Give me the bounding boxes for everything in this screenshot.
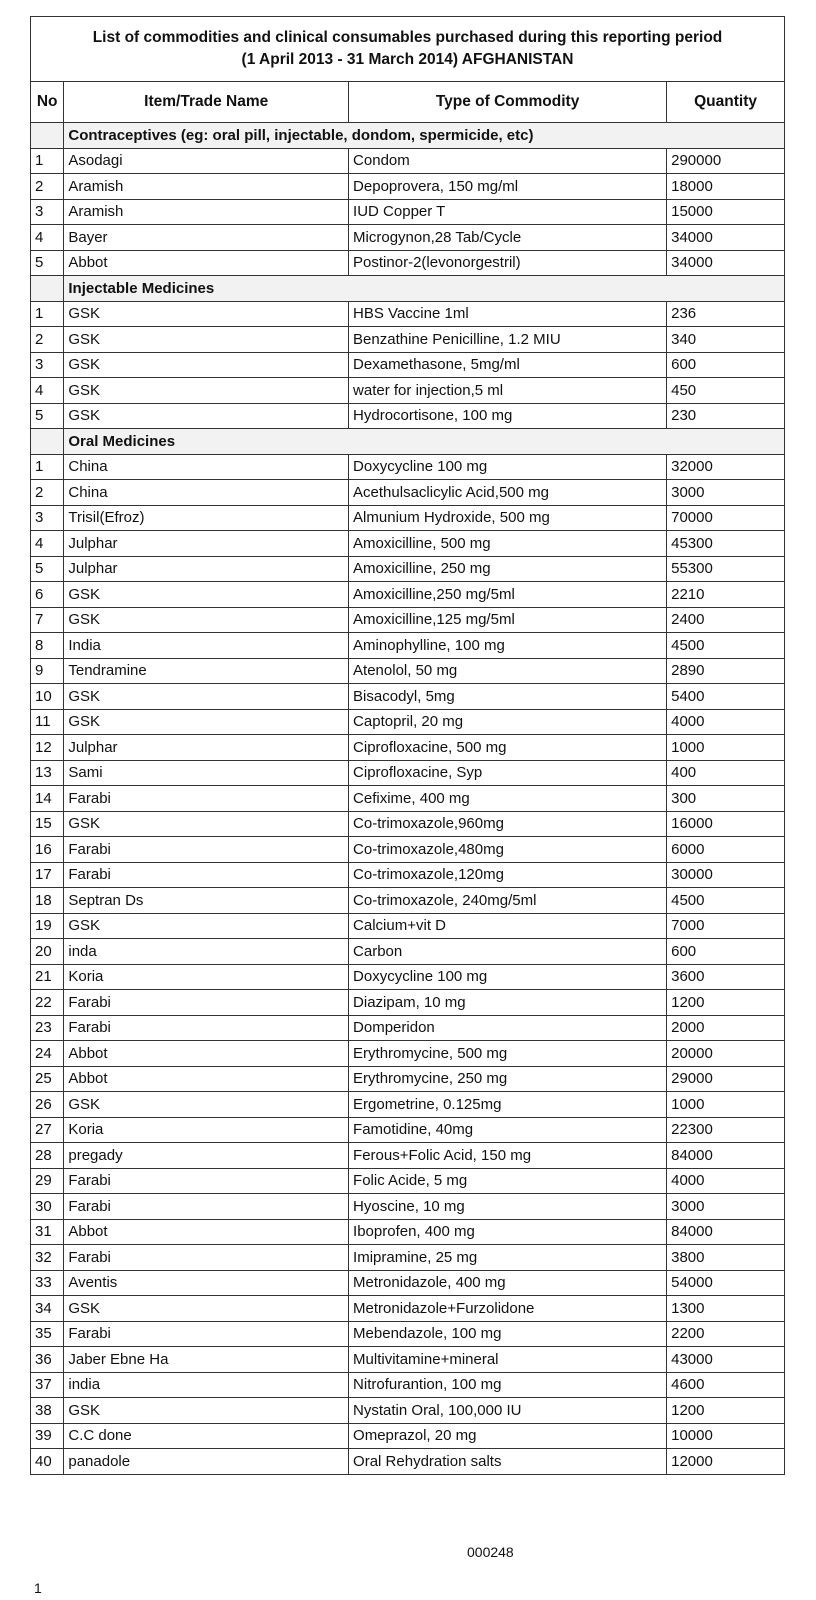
quantity: 18000 [667, 174, 785, 200]
quantity: 400 [667, 760, 785, 786]
commodity-type: Bisacodyl, 5mg [349, 684, 667, 710]
commodity-type: Erythromycine, 250 mg [349, 1066, 667, 1092]
commodity-type: Dexamethasone, 5mg/ml [349, 352, 667, 378]
item-trade-name: Farabi [64, 1194, 349, 1220]
commodity-type: Amoxicilline, 250 mg [349, 556, 667, 582]
row-no: 40 [31, 1449, 64, 1475]
table-row [31, 939, 785, 965]
row-no: 35 [31, 1321, 64, 1347]
quantity: 4500 [667, 633, 785, 659]
quantity: 1000 [667, 735, 785, 761]
section-no-cell [31, 123, 64, 149]
table-row [31, 990, 785, 1016]
section-header-row [31, 276, 785, 302]
quantity: 55300 [667, 556, 785, 582]
item-trade-name: Abbot [64, 250, 349, 276]
row-no: 30 [31, 1194, 64, 1220]
quantity: 600 [667, 939, 785, 965]
item-trade-name: China [64, 480, 349, 506]
commodity-type: Erythromycine, 500 mg [349, 1041, 667, 1067]
item-trade-name: GSK [64, 684, 349, 710]
row-no: 12 [31, 735, 64, 761]
col-header-quantity: Quantity [667, 82, 785, 123]
item-trade-name: GSK [64, 301, 349, 327]
row-no: 4 [31, 225, 64, 251]
item-trade-name: GSK [64, 1398, 349, 1424]
table-row [31, 250, 785, 276]
quantity: 1200 [667, 1398, 785, 1424]
commodity-type: IUD Copper T [349, 199, 667, 225]
item-trade-name: China [64, 454, 349, 480]
commodity-type: Diazipam, 10 mg [349, 990, 667, 1016]
quantity: 70000 [667, 505, 785, 531]
quantity: 22300 [667, 1117, 785, 1143]
item-trade-name: C.C done [64, 1423, 349, 1449]
row-no: 1 [31, 148, 64, 174]
commodity-type: Nystatin Oral, 100,000 IU [349, 1398, 667, 1424]
row-no: 18 [31, 888, 64, 914]
table-row [31, 174, 785, 200]
section-heading: Injectable Medicines [64, 276, 785, 302]
item-trade-name: Aramish [64, 174, 349, 200]
row-no: 33 [31, 1270, 64, 1296]
row-no: 7 [31, 607, 64, 633]
row-no: 2 [31, 174, 64, 200]
row-no: 22 [31, 990, 64, 1016]
row-no: 4 [31, 378, 64, 404]
section-heading: Oral Medicines [64, 429, 785, 455]
item-trade-name: Aramish [64, 199, 349, 225]
table-row [31, 1245, 785, 1271]
item-trade-name: Farabi [64, 990, 349, 1016]
commodity-type: Benzathine Penicilline, 1.2 MIU [349, 327, 667, 353]
commodity-type: Acethulsaclicylic Acid,500 mg [349, 480, 667, 506]
quantity: 340 [667, 327, 785, 353]
quantity: 12000 [667, 1449, 785, 1475]
table-row [31, 1041, 785, 1067]
table-row [31, 1168, 785, 1194]
row-no: 8 [31, 633, 64, 659]
row-no: 3 [31, 352, 64, 378]
commodity-type: Omeprazol, 20 mg [349, 1423, 667, 1449]
commodity-type: HBS Vaccine 1ml [349, 301, 667, 327]
table-row [31, 1092, 785, 1118]
commodity-type: water for injection,5 ml [349, 378, 667, 404]
item-trade-name: GSK [64, 709, 349, 735]
commodity-type: Doxycycline 100 mg [349, 454, 667, 480]
commodity-type: Ferous+Folic Acid, 150 mg [349, 1143, 667, 1169]
table-row [31, 480, 785, 506]
row-no: 14 [31, 786, 64, 812]
col-header-no: No [31, 82, 64, 123]
table-row [31, 1398, 785, 1424]
quantity: 4000 [667, 1168, 785, 1194]
quantity: 5400 [667, 684, 785, 710]
item-trade-name: GSK [64, 913, 349, 939]
table-row [31, 760, 785, 786]
commodity-type: Captopril, 20 mg [349, 709, 667, 735]
commodity-type: Amoxicilline, 500 mg [349, 531, 667, 557]
quantity: 4600 [667, 1372, 785, 1398]
row-no: 5 [31, 556, 64, 582]
title-line-1: List of commodities and clinical consumables purchased during this reporting period [92, 29, 723, 46]
table-row [31, 837, 785, 863]
item-trade-name: GSK [64, 1092, 349, 1118]
row-no: 29 [31, 1168, 64, 1194]
row-no: 31 [31, 1219, 64, 1245]
table-row [31, 1219, 785, 1245]
row-no: 3 [31, 199, 64, 225]
commodity-type: Postinor-2(levonorgestril) [349, 250, 667, 276]
col-header-item: Item/Trade Name [64, 82, 349, 123]
row-no: 34 [31, 1296, 64, 1322]
quantity: 3000 [667, 480, 785, 506]
table-row [31, 199, 785, 225]
table-row [31, 1296, 785, 1322]
table-row [31, 1372, 785, 1398]
quantity: 3000 [667, 1194, 785, 1220]
quantity: 1200 [667, 990, 785, 1016]
quantity: 2400 [667, 607, 785, 633]
commodity-type: Folic Acide, 5 mg [349, 1168, 667, 1194]
item-trade-name: GSK [64, 378, 349, 404]
commodities-table-body [31, 17, 785, 1475]
table-row [31, 378, 785, 404]
table-row [31, 403, 785, 429]
quantity: 3600 [667, 964, 785, 990]
commodity-type: Co-trimoxazole, 240mg/5ml [349, 888, 667, 914]
item-trade-name: Farabi [64, 1245, 349, 1271]
quantity: 29000 [667, 1066, 785, 1092]
commodity-type: Famotidine, 40mg [349, 1117, 667, 1143]
quantity: 1300 [667, 1296, 785, 1322]
commodity-type: Imipramine, 25 mg [349, 1245, 667, 1271]
item-trade-name: Farabi [64, 1168, 349, 1194]
row-no: 1 [31, 454, 64, 480]
section-header-row [31, 429, 785, 455]
row-no: 20 [31, 939, 64, 965]
quantity: 450 [667, 378, 785, 404]
header-row [31, 82, 785, 123]
commodity-type: Hydrocortisone, 100 mg [349, 403, 667, 429]
commodity-type: Metronidazole+Furzolidone [349, 1296, 667, 1322]
table-row [31, 582, 785, 608]
quantity: 20000 [667, 1041, 785, 1067]
quantity: 1000 [667, 1092, 785, 1118]
commodity-type: Microgynon,28 Tab/Cycle [349, 225, 667, 251]
quantity: 2200 [667, 1321, 785, 1347]
commodity-type: Nitrofurantion, 100 mg [349, 1372, 667, 1398]
section-header-row [31, 123, 785, 149]
item-trade-name: Abbot [64, 1219, 349, 1245]
item-trade-name: Jaber Ebne Ha [64, 1347, 349, 1373]
quantity: 45300 [667, 531, 785, 557]
quantity: 84000 [667, 1219, 785, 1245]
table-row [31, 1449, 785, 1475]
quantity: 3800 [667, 1245, 785, 1271]
row-no: 19 [31, 913, 64, 939]
row-no: 9 [31, 658, 64, 684]
table-row [31, 1347, 785, 1373]
table-row [31, 964, 785, 990]
quantity: 4000 [667, 709, 785, 735]
quantity: 34000 [667, 250, 785, 276]
table-row [31, 633, 785, 659]
table-row [31, 888, 785, 914]
quantity: 230 [667, 403, 785, 429]
commodity-type: Co-trimoxazole,480mg [349, 837, 667, 863]
row-no: 23 [31, 1015, 64, 1041]
table-row [31, 862, 785, 888]
commodity-type: Depoprovera, 150 mg/ml [349, 174, 667, 200]
item-trade-name: Trisil(Efroz) [64, 505, 349, 531]
row-no: 17 [31, 862, 64, 888]
table-title [31, 17, 785, 82]
table-row [31, 1117, 785, 1143]
row-no: 2 [31, 327, 64, 353]
item-trade-name: Koria [64, 964, 349, 990]
table-row [31, 352, 785, 378]
item-trade-name: GSK [64, 582, 349, 608]
item-trade-name: India [64, 633, 349, 659]
item-trade-name: Julphar [64, 735, 349, 761]
table-row [31, 913, 785, 939]
table-row [31, 1015, 785, 1041]
commodity-type: Ergometrine, 0.125mg [349, 1092, 667, 1118]
item-trade-name: inda [64, 939, 349, 965]
commodity-type: Cefixime, 400 mg [349, 786, 667, 812]
item-trade-name: GSK [64, 607, 349, 633]
commodity-type: Almunium Hydroxide, 500 mg [349, 505, 667, 531]
row-no: 5 [31, 403, 64, 429]
item-trade-name: Aventis [64, 1270, 349, 1296]
commodity-type: Condom [349, 148, 667, 174]
page-number: 1 [34, 1580, 42, 1596]
item-trade-name: Tendramine [64, 658, 349, 684]
row-no: 32 [31, 1245, 64, 1271]
row-no: 36 [31, 1347, 64, 1373]
table-row [31, 454, 785, 480]
quantity: 300 [667, 786, 785, 812]
quantity: 7000 [667, 913, 785, 939]
row-no: 2 [31, 480, 64, 506]
title-row [31, 17, 785, 82]
table-row [31, 709, 785, 735]
commodity-type: Amoxicilline,250 mg/5ml [349, 582, 667, 608]
commodity-type: Doxycycline 100 mg [349, 964, 667, 990]
item-trade-name: pregady [64, 1143, 349, 1169]
commodity-type: Hyoscine, 10 mg [349, 1194, 667, 1220]
item-trade-name: Farabi [64, 862, 349, 888]
item-trade-name: Abbot [64, 1066, 349, 1092]
quantity: 600 [667, 352, 785, 378]
quantity: 2000 [667, 1015, 785, 1041]
quantity: 290000 [667, 148, 785, 174]
table-row [31, 735, 785, 761]
table-row [31, 148, 785, 174]
section-no-cell [31, 429, 64, 455]
document-number: 000248 [467, 1544, 514, 1560]
item-trade-name: Farabi [64, 786, 349, 812]
commodity-type: Metronidazole, 400 mg [349, 1270, 667, 1296]
quantity: 15000 [667, 199, 785, 225]
row-no: 24 [31, 1041, 64, 1067]
table-row [31, 1270, 785, 1296]
quantity: 2210 [667, 582, 785, 608]
quantity: 16000 [667, 811, 785, 837]
quantity: 236 [667, 301, 785, 327]
row-no: 16 [31, 837, 64, 863]
table-row [31, 811, 785, 837]
section-no-cell [31, 276, 64, 302]
quantity: 43000 [667, 1347, 785, 1373]
commodity-type: Carbon [349, 939, 667, 965]
item-trade-name: GSK [64, 327, 349, 353]
title-line-2: (1 April 2013 - 31 March 2014) AFGHANISTAN [241, 51, 574, 68]
row-no: 1 [31, 301, 64, 327]
row-no: 11 [31, 709, 64, 735]
quantity: 10000 [667, 1423, 785, 1449]
commodity-type: Mebendazole, 100 mg [349, 1321, 667, 1347]
item-trade-name: Septran Ds [64, 888, 349, 914]
item-trade-name: Abbot [64, 1041, 349, 1067]
section-heading: Contraceptives (eg: oral pill, injectable, dondom, spermicide, etc) [64, 123, 785, 149]
table-row [31, 1194, 785, 1220]
item-trade-name: Farabi [64, 1321, 349, 1347]
table-row [31, 1423, 785, 1449]
row-no: 25 [31, 1066, 64, 1092]
quantity: 54000 [667, 1270, 785, 1296]
table-row [31, 684, 785, 710]
row-no: 37 [31, 1372, 64, 1398]
item-trade-name: Koria [64, 1117, 349, 1143]
row-no: 38 [31, 1398, 64, 1424]
row-no: 4 [31, 531, 64, 557]
commodity-type: Atenolol, 50 mg [349, 658, 667, 684]
table-row [31, 556, 785, 582]
table-row [31, 1143, 785, 1169]
table-row [31, 531, 785, 557]
commodity-type: Multivitamine+mineral [349, 1347, 667, 1373]
table-row [31, 1066, 785, 1092]
quantity: 6000 [667, 837, 785, 863]
item-trade-name: GSK [64, 352, 349, 378]
commodity-type: Ciprofloxacine, 500 mg [349, 735, 667, 761]
col-header-type: Type of Commodity [349, 82, 667, 123]
item-trade-name: india [64, 1372, 349, 1398]
row-no: 26 [31, 1092, 64, 1118]
item-trade-name: Asodagi [64, 148, 349, 174]
table-row [31, 658, 785, 684]
table-row [31, 505, 785, 531]
table-row [31, 1321, 785, 1347]
row-no: 27 [31, 1117, 64, 1143]
commodity-type: Oral Rehydration salts [349, 1449, 667, 1475]
table-row [31, 607, 785, 633]
row-no: 5 [31, 250, 64, 276]
item-trade-name: Sami [64, 760, 349, 786]
row-no: 21 [31, 964, 64, 990]
commodity-type: Co-trimoxazole,960mg [349, 811, 667, 837]
quantity: 4500 [667, 888, 785, 914]
row-no: 6 [31, 582, 64, 608]
table-row [31, 786, 785, 812]
table-row [31, 225, 785, 251]
table-row [31, 301, 785, 327]
item-trade-name: Farabi [64, 1015, 349, 1041]
item-trade-name: Julphar [64, 531, 349, 557]
row-no: 13 [31, 760, 64, 786]
commodity-type: Amoxicilline,125 mg/5ml [349, 607, 667, 633]
item-trade-name: Julphar [64, 556, 349, 582]
table-row [31, 327, 785, 353]
quantity: 2890 [667, 658, 785, 684]
row-no: 28 [31, 1143, 64, 1169]
item-trade-name: Bayer [64, 225, 349, 251]
quantity: 84000 [667, 1143, 785, 1169]
item-trade-name: GSK [64, 1296, 349, 1322]
commodities-sheet [30, 16, 785, 1475]
quantity: 32000 [667, 454, 785, 480]
item-trade-name: GSK [64, 403, 349, 429]
commodity-type: Co-trimoxazole,120mg [349, 862, 667, 888]
commodity-type: Ciprofloxacine, Syp [349, 760, 667, 786]
commodity-type: Calcium+vit D [349, 913, 667, 939]
quantity: 30000 [667, 862, 785, 888]
commodity-type: Domperidon [349, 1015, 667, 1041]
commodity-type: Iboprofen, 400 mg [349, 1219, 667, 1245]
item-trade-name: GSK [64, 811, 349, 837]
item-trade-name: Farabi [64, 837, 349, 863]
quantity: 34000 [667, 225, 785, 251]
row-no: 39 [31, 1423, 64, 1449]
row-no: 10 [31, 684, 64, 710]
commodities-table [30, 16, 785, 1475]
commodity-type: Aminophylline, 100 mg [349, 633, 667, 659]
item-trade-name: panadole [64, 1449, 349, 1475]
row-no: 3 [31, 505, 64, 531]
row-no: 15 [31, 811, 64, 837]
